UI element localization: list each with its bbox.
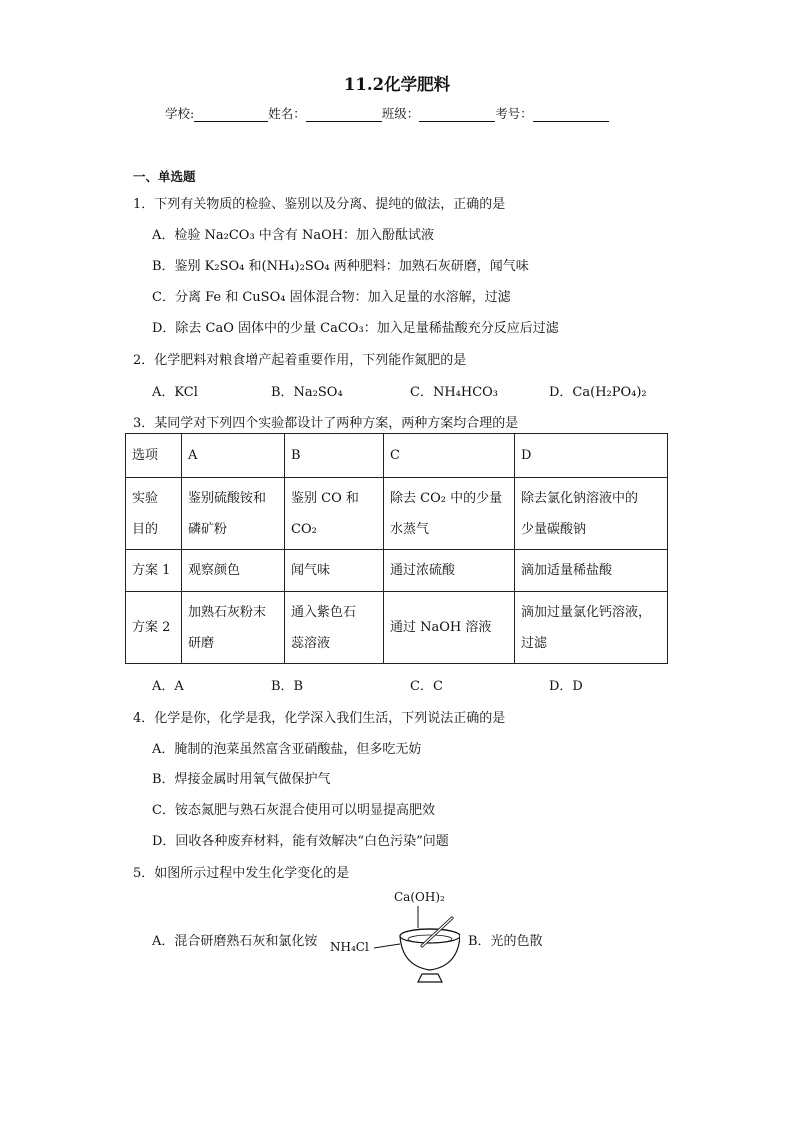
mortar-figure <box>330 888 460 988</box>
table-header-row <box>126 434 668 478</box>
fig-label-caoh2: Ca(OH)₂ <box>394 890 445 904</box>
cell-line: CO₂ <box>291 521 317 537</box>
q2-option-b[interactable]: B．Na₂SO₄ <box>271 385 343 400</box>
q5-stem: 5．如图所示过程中发生化学变化的是 <box>133 866 350 881</box>
class-blank[interactable] <box>419 108 495 122</box>
cell-line: 研磨 <box>188 635 215 651</box>
table-cell: 闻气味 <box>285 550 384 592</box>
table-row-plan1 <box>126 550 668 592</box>
table-cell: 观察颜色 <box>182 550 285 592</box>
table-cell <box>384 478 515 550</box>
number-label: 考号： <box>495 106 533 121</box>
table-cell: 滴加适量稀盐酸 <box>515 550 668 592</box>
table-cell <box>285 478 384 550</box>
q3-option-d[interactable]: D．D <box>549 679 583 694</box>
q5-option-b[interactable]: B．光的色散 <box>468 934 543 949</box>
table-row-plan2 <box>126 592 668 664</box>
q2-stem: 2．化学肥料对粮食增产起着重要作用，下列能作氮肥的是 <box>133 353 467 368</box>
cell-line: 实验 <box>132 490 159 506</box>
cell-line: 少量碳酸钠 <box>521 521 587 537</box>
q1-stem: 1．下列有关物质的检验、鉴别以及分离、提纯的做法，正确的是 <box>133 197 506 212</box>
q4-option-d[interactable]: D．回收各种废弃材料，能有效解决“白色污染”问题 <box>152 834 449 849</box>
q1-option-a[interactable]: A．检验 Na₂CO₃ 中含有 NaOH：加入酚酞试液 <box>152 228 435 243</box>
q3-option-a[interactable]: A．A <box>152 679 184 694</box>
name-blank[interactable] <box>306 108 382 122</box>
cell-line: 水蒸气 <box>390 521 430 537</box>
cell-line: 通过 NaOH 溶液 <box>390 620 492 635</box>
q2-option-d[interactable]: D．Ca(H₂PO₄)₂ <box>549 385 647 400</box>
cell-line: 加熟石灰粉末 <box>188 604 267 620</box>
info-row <box>165 104 609 122</box>
q3-table <box>125 433 668 664</box>
q1-option-c[interactable]: C．分离 Fe 和 CuSO₄ 固体混合物：加入足量的水溶解，过滤 <box>152 290 511 305</box>
cell-line: 通入紫色石 <box>291 604 357 620</box>
table-cell: 通过浓硫酸 <box>384 550 515 592</box>
fig-label-nh4cl: NH₄Cl <box>330 940 369 954</box>
number-blank[interactable] <box>533 108 609 122</box>
table-cell: C <box>384 434 515 478</box>
q3-option-c[interactable]: C．C <box>410 679 443 694</box>
q1-option-d[interactable]: D．除去 CaO 固体中的少量 CaCO₃：加入足量稀盐酸充分反应后过滤 <box>152 321 559 336</box>
name-label: 姓名： <box>268 106 306 121</box>
class-label: 班级： <box>381 106 420 121</box>
cell-line: 鉴别硫酸铵和 <box>188 490 267 506</box>
q4-option-c[interactable]: C．铵态氮肥与熟石灰混合使用可以明显提高肥效 <box>152 803 435 818</box>
table-cell: B <box>285 434 384 478</box>
cell-line: 蕊溶液 <box>291 635 331 651</box>
table-cell: 选项 <box>126 434 182 478</box>
cell-line: 除去 CO₂ 中的少量 <box>390 490 503 506</box>
school-blank[interactable] <box>194 108 268 122</box>
q3-option-b[interactable]: B．B <box>271 679 304 694</box>
cell-line: 除去氯化钠溶液中的 <box>521 490 639 506</box>
table-cell <box>285 592 384 664</box>
table-cell <box>182 478 285 550</box>
table-cell <box>515 478 668 550</box>
table-cell <box>384 592 515 664</box>
q2-option-a[interactable]: A．KCl <box>152 385 198 400</box>
q3-stem: 3．某同学对下列四个实验都设计了两种方案，两种方案均合理的是 <box>133 416 519 431</box>
table-cell <box>515 592 668 664</box>
table-cell: 方案 1 <box>126 550 182 592</box>
page-title: 11.2化学肥料 <box>343 75 451 94</box>
q4-option-b[interactable]: B．焊接金属时用氧气做保护气 <box>152 772 331 787</box>
cell-line: 磷矿粉 <box>188 521 228 537</box>
table-row-purpose <box>126 478 668 550</box>
table-cell: A <box>182 434 285 478</box>
table-cell: 方案 2 <box>126 592 182 664</box>
q4-stem: 4．化学是你，化学是我，化学深入我们生活，下列说法正确的是 <box>133 711 506 726</box>
q2-option-c[interactable]: C．NH₄HCO₃ <box>410 385 499 400</box>
table-cell <box>182 592 285 664</box>
table-cell <box>126 478 182 550</box>
cell-line: 滴加过量氯化钙溶液， <box>521 604 652 620</box>
q1-option-b[interactable]: B．鉴别 K₂SO₄ 和(NH₄)₂SO₄ 两种肥料：加熟石灰研磨，闻气味 <box>152 259 529 274</box>
cell-line: 过滤 <box>521 635 548 651</box>
cell-line: 鉴别 CO 和 <box>291 490 359 506</box>
q4-option-a[interactable]: A．腌制的泡菜虽然富含亚硝酸盐，但多吃无妨 <box>152 742 422 757</box>
q5-option-a[interactable]: A．混合研磨熟石灰和氯化铵 <box>152 934 318 949</box>
cell-line: 目的 <box>132 521 159 537</box>
section-heading: 一、单选题 <box>133 169 196 184</box>
school-label: 学校: <box>165 106 195 121</box>
mortar-icon <box>330 888 460 988</box>
table-cell: D <box>515 434 668 478</box>
